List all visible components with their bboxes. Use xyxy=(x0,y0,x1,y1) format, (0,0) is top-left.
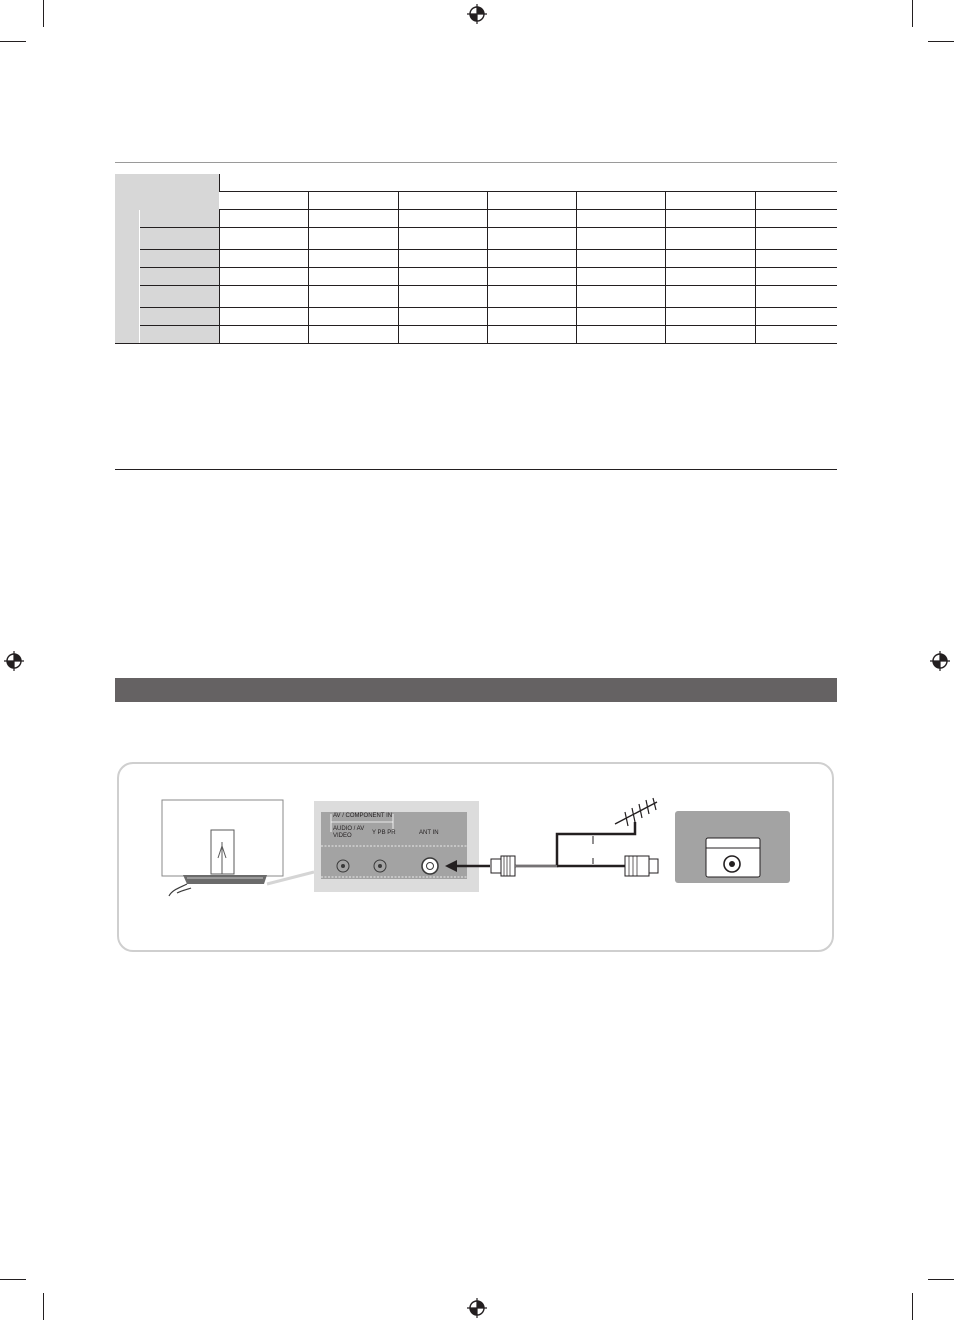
crop-mark-bottom-right-h xyxy=(928,1279,954,1280)
table-subheader-row xyxy=(115,192,837,210)
crop-mark-top-left-h xyxy=(0,41,26,42)
table-row xyxy=(115,286,837,308)
panel-group-label: AV / COMPONENT IN xyxy=(333,813,393,819)
rf-plug-icon xyxy=(491,856,515,876)
table-row xyxy=(115,308,837,326)
registration-mark-icon xyxy=(929,650,951,672)
registration-mark-icon xyxy=(466,1297,488,1319)
wall-outlet-icon xyxy=(675,811,790,883)
table-row xyxy=(115,228,837,250)
section-header-bar xyxy=(115,678,837,702)
connection-illustration xyxy=(117,762,834,952)
resolution-table xyxy=(115,174,837,344)
table-row xyxy=(115,268,837,286)
panel-audio-label: AUDIO / AV VIDEO xyxy=(333,826,365,839)
panel-component-label: Y PB PR xyxy=(372,830,396,836)
crop-mark-top-left xyxy=(43,0,44,27)
crop-mark-bottom-right xyxy=(912,1293,913,1320)
panel-antenna-label: ANT IN xyxy=(419,830,439,836)
table-row xyxy=(115,250,837,268)
antenna-cable xyxy=(515,822,635,866)
table-row xyxy=(115,326,837,344)
antenna-icon xyxy=(615,798,657,826)
table-row xyxy=(115,210,837,228)
tv-rear-icon xyxy=(162,800,314,896)
crop-mark-top-right xyxy=(912,0,913,27)
rf-plug-icon xyxy=(625,856,658,876)
crop-mark-bottom-left xyxy=(43,1293,44,1320)
crop-mark-top-right-h xyxy=(928,41,954,42)
registration-mark-icon xyxy=(3,650,25,672)
registration-mark-icon xyxy=(466,3,488,25)
table-top-rule xyxy=(115,162,837,163)
section-divider xyxy=(115,469,837,470)
table-header-row xyxy=(115,174,837,192)
crop-mark-bottom-left-h xyxy=(0,1279,26,1280)
